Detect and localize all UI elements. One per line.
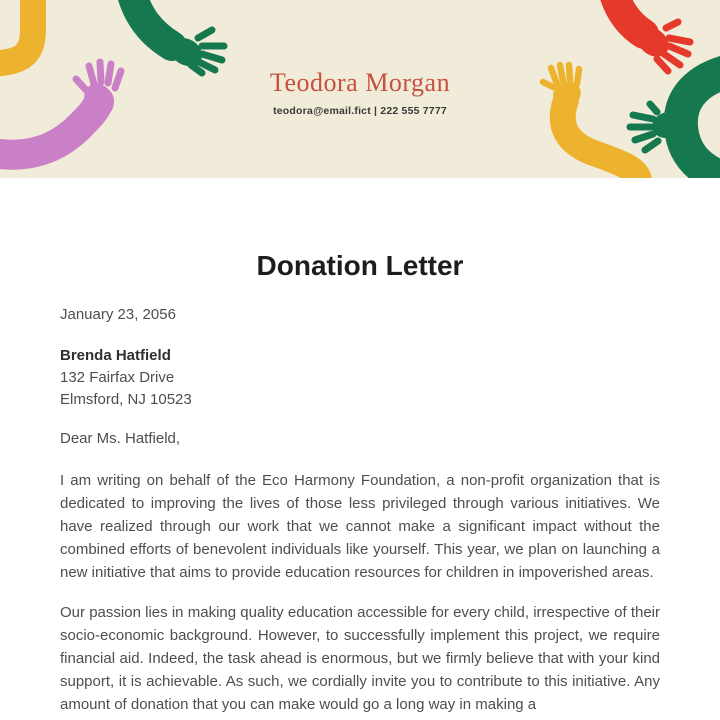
recipient-address-line2: Elmsford, NJ 10523 <box>60 391 192 408</box>
sender-name: Teodora Morgan <box>269 68 451 97</box>
salutation: Dear Ms. Hatfield, <box>60 430 181 447</box>
letterhead <box>0 0 720 178</box>
recipient-block <box>60 345 660 411</box>
recipient-address-line1: 132 Fairfax Drive <box>60 369 175 386</box>
letter-body <box>0 252 720 716</box>
sender-contact: teodora@email.fict | 222 555 7777 <box>273 105 447 117</box>
letter-title: Donation Letter <box>256 250 464 281</box>
green-top-hand-icon <box>130 0 224 73</box>
recipient-name: Brenda Hatfield <box>60 347 171 364</box>
letter-date: January 23, 2056 <box>60 306 176 323</box>
yellow-arc-hand-icon <box>0 0 33 64</box>
red-top-right-hand-icon <box>612 0 690 71</box>
letter-paragraph-1: I am writing on behalf of the Eco Harmony Foundation, a non-profit organization that is dedicated to improving the lives of those less privileged through various initiatives. We have realized through our work that we cannot make a significant impact without the combined efforts of benevolent individuals like yourself. This year, we plan on launching a new initiative that aims to provide education resources for children in impoverished areas. <box>60 472 660 581</box>
letter-paragraph-2: Our passion lies in making quality education accessible for every child, irrespective of their socio-economic background. However, to successfully implement this project, we require financial aid. Indeed, the task ahead is enormous, but we firmly believe that with your kind support, it is achievable. As such, we cordially invite you to contribute to this initiative. Any amount of donation that you can make would go a long way in making a <box>60 604 660 713</box>
